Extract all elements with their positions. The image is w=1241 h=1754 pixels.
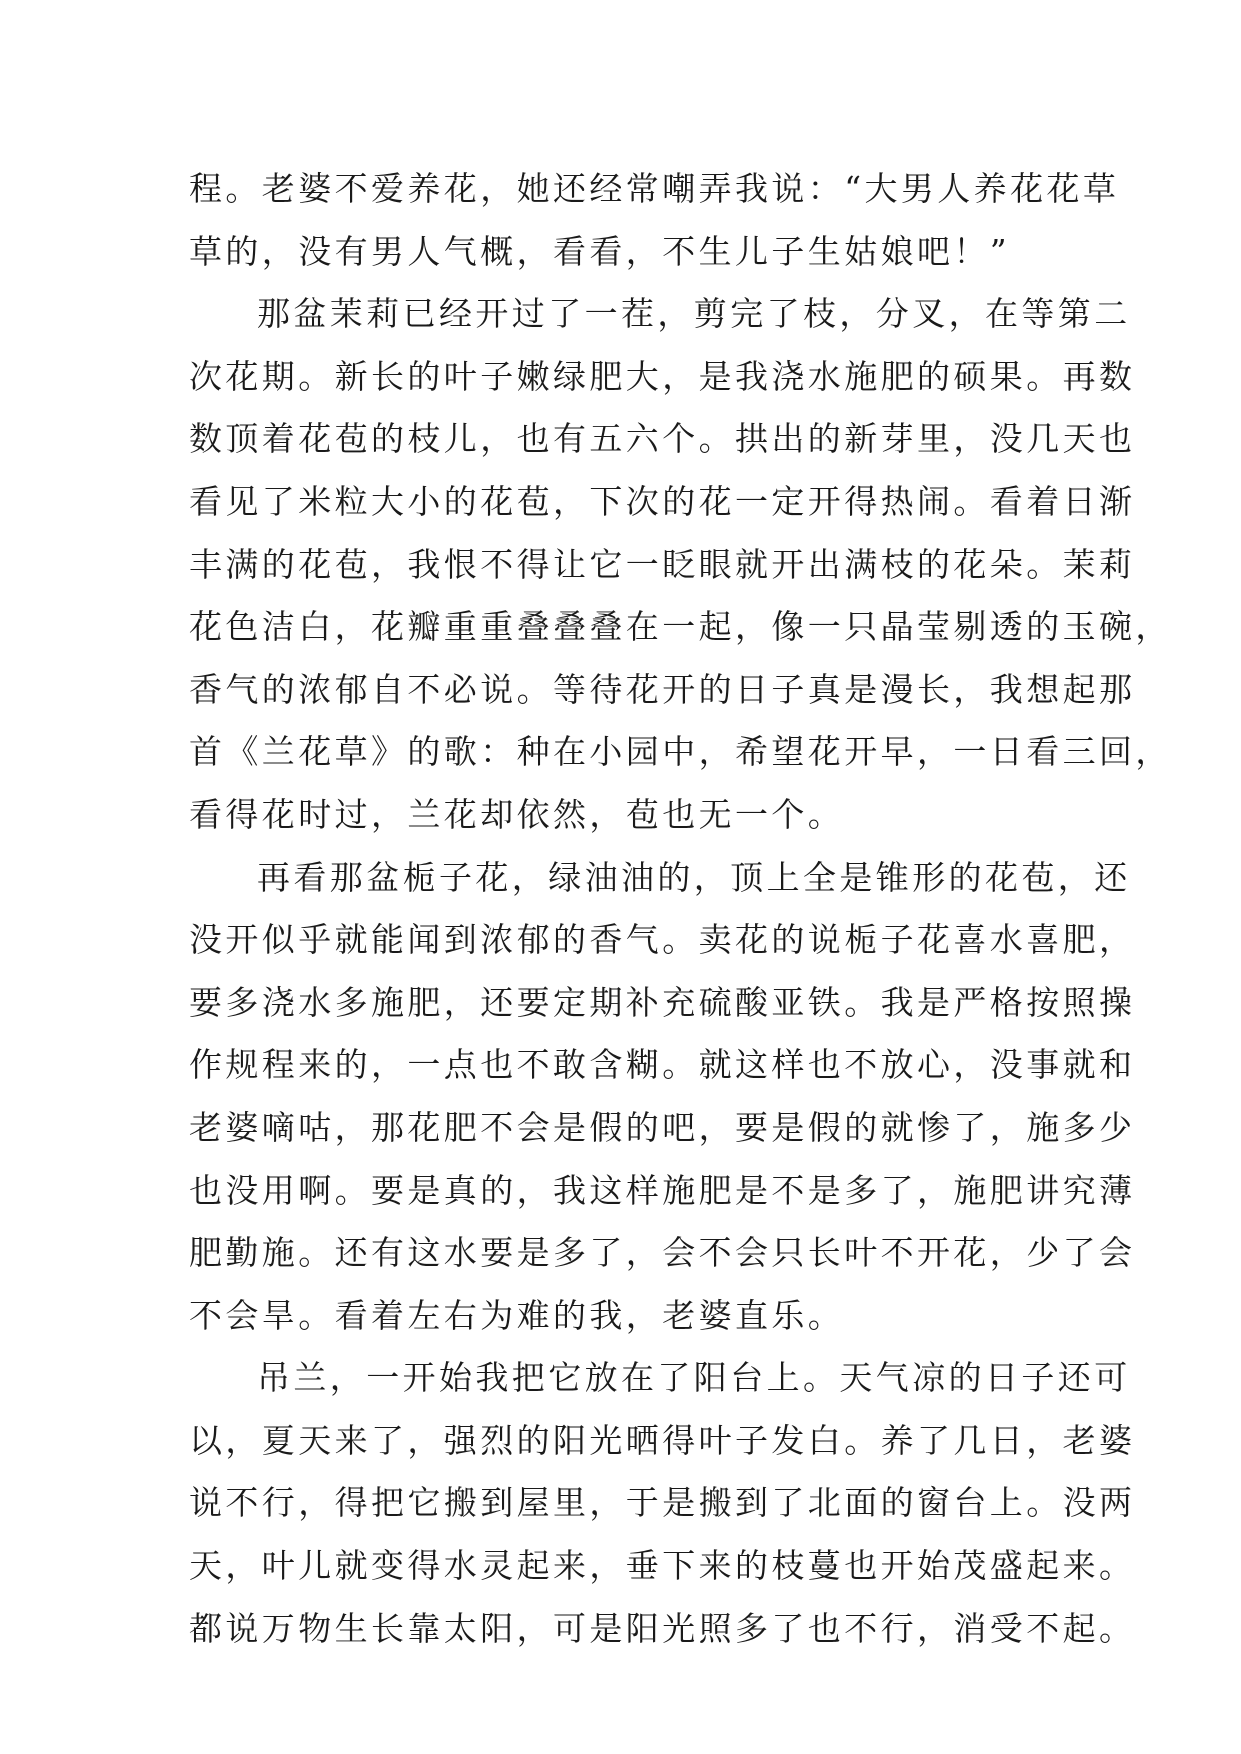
text-line: 香气的浓郁自不必说。等待花开的日子真是漫长，我想起那 [189, 669, 1136, 709]
text-line: 次花期。新长的叶子嫩绿肥大，是我浇水施肥的硕果。再数 [189, 356, 1136, 396]
text-line: 看见了米粒大小的花苞，下次的花一定开得热闹。看着日渐 [189, 481, 1136, 521]
text-line: 首《兰花草》的歌：种在小园中，希望花开早，一日看三回， [189, 732, 1172, 772]
text-line: 花色洁白，花瓣重重叠叠叠在一起，像一只晶莹剔透的玉碗， [189, 607, 1172, 647]
text-line: 数顶着花苞的枝儿，也有五六个。拱出的新芽里，没几天也 [189, 419, 1136, 459]
text-line: 说不行，得把它搬到屋里，于是搬到了北面的窗台上。没两 [189, 1483, 1136, 1523]
text-line: 不会旱。看着左右为难的我，老婆直乐。 [189, 1295, 845, 1335]
paragraph-first-line: 再看那盆栀子花，绿油油的，顶上全是锥形的花苞，还 [257, 857, 1131, 897]
text-line: 没开似乎就能闻到浓郁的香气。卖花的说栀子花喜水喜肥， [189, 920, 1136, 960]
text-line: 程。老婆不爱养花，她还经常嘲弄我说：“大男人养花花草 [189, 169, 1120, 208]
text-line: 要多浇水多施肥，还要定期补充硫酸亚铁。我是严格按照操 [189, 982, 1136, 1022]
text-line: 老婆嘀咕，那花肥不会是假的吧，要是假的就惨了，施多少 [189, 1107, 1136, 1147]
text-line: 天，叶儿就变得水灵起来，垂下来的枝蔓也开始茂盛起来。 [189, 1546, 1136, 1586]
text-line: 肥勤施。还有这水要是多了，会不会只长叶不开花，少了会 [189, 1233, 1136, 1273]
text-line: 都说万物生长靠太阳，可是阳光照多了也不行，消受不起。 [189, 1608, 1136, 1648]
text-line: 以，夏天来了，强烈的阳光晒得叶子发白。养了几日，老婆 [189, 1420, 1136, 1460]
text-line: 作规程来的，一点也不敢含糊。就这样也不放心，没事就和 [189, 1045, 1136, 1085]
text-line: 草的，没有男人气概，看看，不生儿子生姑娘吧！” [189, 231, 1011, 271]
body-text [189, 158, 1172, 1660]
paragraph-first-line: 那盆茉莉已经开过了一茬，剪完了枝，分叉，在等第二 [257, 294, 1131, 334]
text-line: 看得花时过，兰花却依然，苞也无一个。 [189, 794, 845, 834]
paragraph-first-line: 吊兰，一开始我把它放在了阳台上。天气凉的日子还可 [257, 1358, 1131, 1398]
text-line: 丰满的花苞，我恨不得让它一眨眼就开出满枝的花朵。茉莉 [189, 544, 1136, 584]
text-line: 也没用啊。要是真的，我这样施肥是不是多了，施肥讲究薄 [189, 1170, 1136, 1210]
